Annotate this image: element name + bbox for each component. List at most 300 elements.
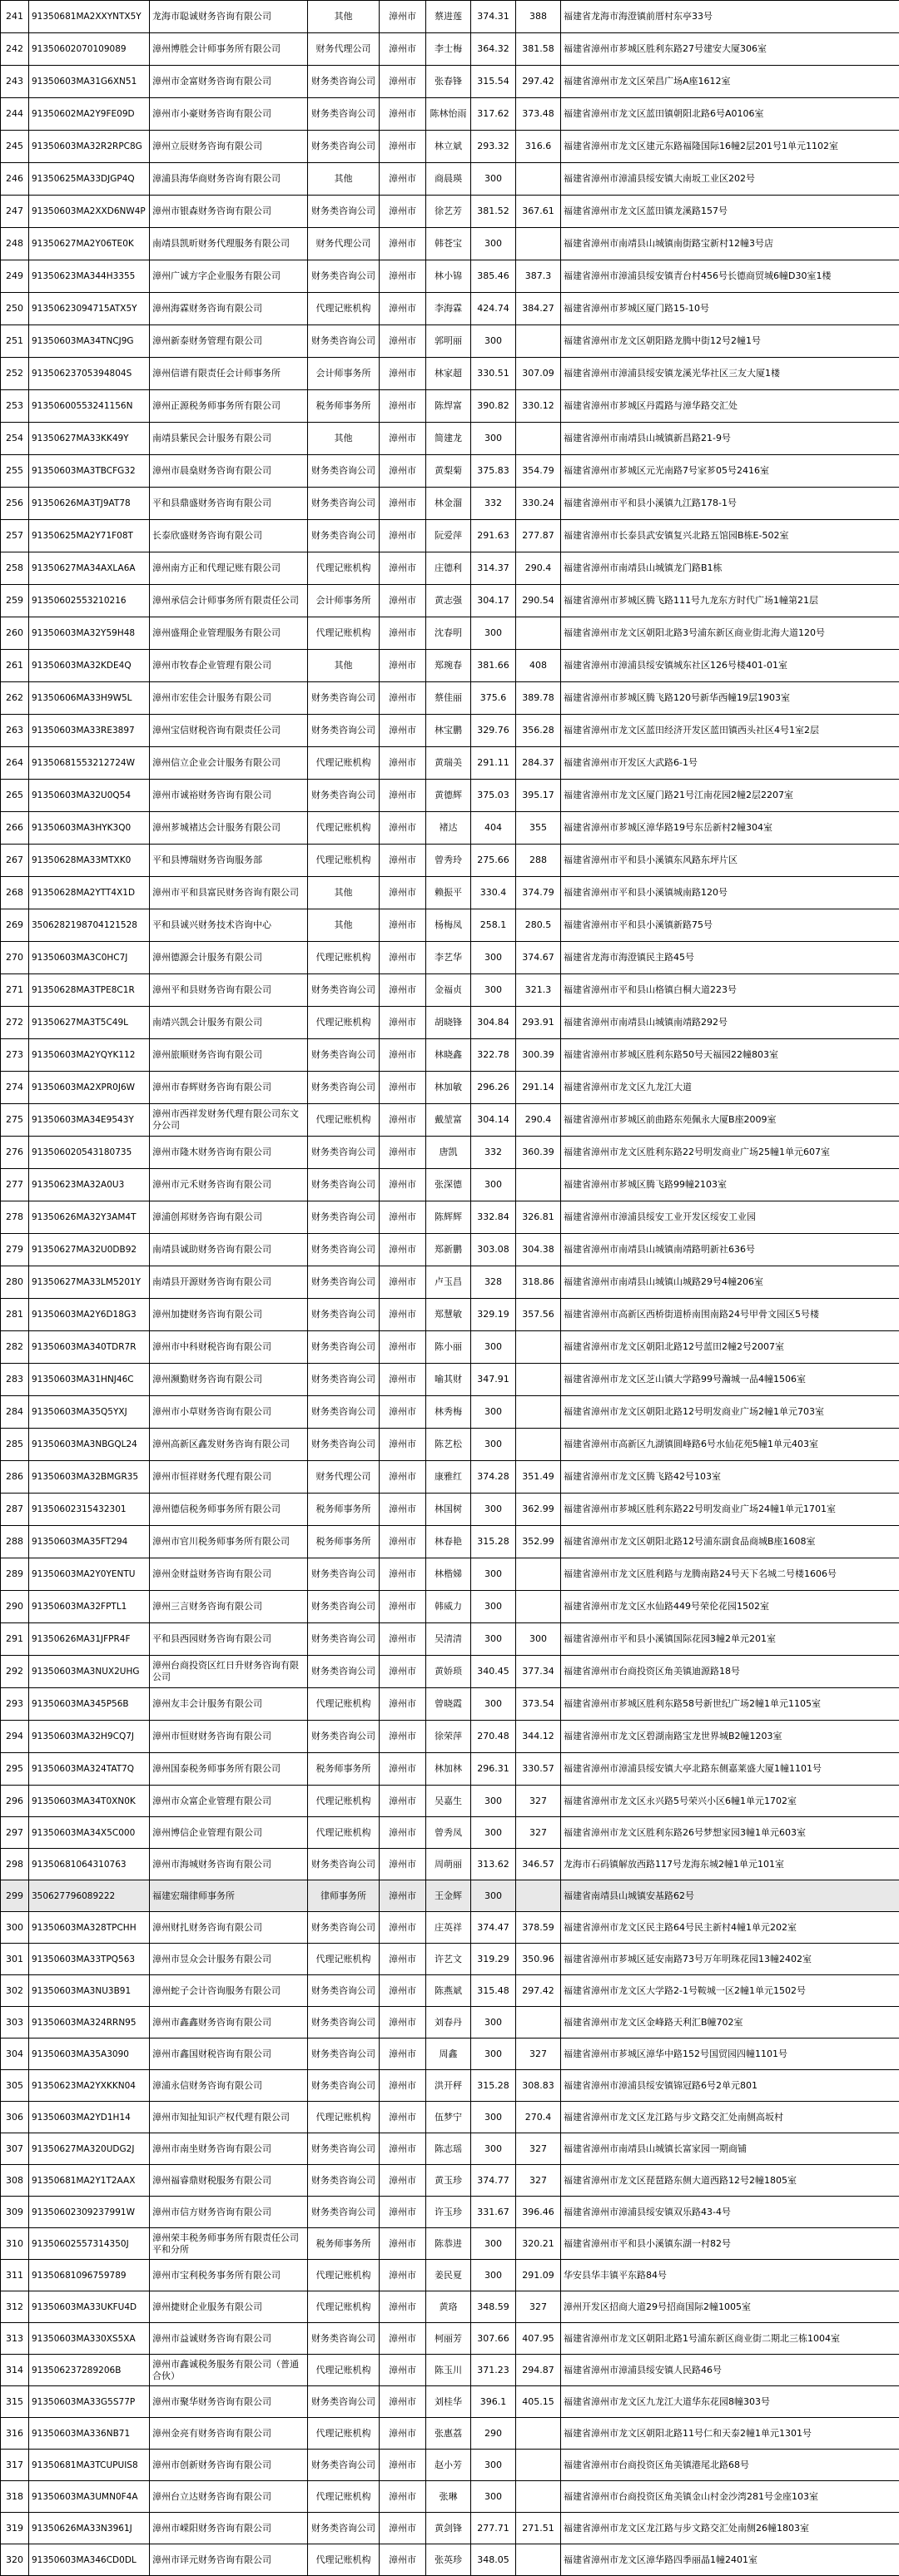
- row-number-cell: 309: [1, 2197, 29, 2228]
- address-cell: 福建省漳州市龙文区朝阳北路1号浦东新区商业街二期北三栋1004室: [561, 2323, 899, 2355]
- score-a-cell: 385.46: [471, 260, 516, 293]
- company-name-cell: 漳州信立企业会计服务有限公司: [150, 747, 308, 780]
- credit-code-cell: 91350602553210216: [29, 585, 150, 617]
- address-cell: 福建省漳州市芗城区前曲路东苑佩永大厦B座2009室: [561, 1104, 899, 1137]
- company-name-cell: 漳州福睿鼎财税服务有限公司: [150, 2165, 308, 2197]
- score-b-cell: 357.56: [516, 1299, 561, 1331]
- city-cell: 漳州市: [380, 2007, 426, 2039]
- credit-code-cell: 91350628MA2YTT4X1D: [29, 877, 150, 909]
- row-number-cell: 266: [1, 812, 29, 845]
- table-row: [1, 325, 899, 358]
- address-cell: 福建省漳州市长泰县武安镇复兴北路五馆园B栋E-502室: [561, 520, 899, 552]
- address-cell: 福建省漳州市龙文区蓝田经济开发区蓝田镇西头社区4号1室2层: [561, 715, 899, 747]
- company-name-cell: 漳州承信会计师事务所有限责任公司: [150, 585, 308, 617]
- company-name-cell: 漳州市海城财务咨询有限公司: [150, 1849, 308, 1880]
- table-row: [1, 747, 899, 780]
- credit-code-cell: 91350603MA324RRN95: [29, 2007, 150, 2039]
- contact-name-cell: 曾秀玲: [426, 845, 471, 877]
- company-name-cell: 南靖县凯昕财务代理服务有限公司: [150, 228, 308, 260]
- address-cell: 福建省漳州市芗城区胜利东路50号天福园22幢803室: [561, 1039, 899, 1072]
- row-number-cell: 305: [1, 2070, 29, 2102]
- org-type-cell: 代理记账机构: [308, 1007, 380, 1039]
- credit-code-cell: 91350603MA32R2RPC8G: [29, 131, 150, 163]
- city-cell: 漳州市: [380, 2323, 426, 2355]
- credit-code-cell: 91350603MA32U0Q54: [29, 780, 150, 812]
- city-cell: 漳州市: [380, 66, 426, 98]
- org-type-cell: 税务师事务所: [308, 1753, 380, 1786]
- address-cell: 福建省漳州市开发区大武路6-1号: [561, 747, 899, 780]
- table-row: [1, 1753, 899, 1786]
- contact-name-cell: 胡晓锋: [426, 1007, 471, 1039]
- table-row: [1, 2418, 899, 2450]
- company-name-cell: 漳州海霖财务咨询有限公司: [150, 293, 308, 325]
- credit-code-cell: 91350602315432301: [29, 1494, 150, 1526]
- score-b-cell: 270.4: [516, 2102, 561, 2133]
- company-name-cell: 漳州市鑫诚税务服务有限公司（普通合伙）: [150, 2355, 308, 2386]
- table-row: [1, 1201, 899, 1234]
- score-a-cell: 300: [471, 228, 516, 260]
- score-a-cell: 375.03: [471, 780, 516, 812]
- score-b-cell: 300.39: [516, 1039, 561, 1072]
- contact-name-cell: 林春艳: [426, 1526, 471, 1558]
- score-a-cell: 348.59: [471, 2291, 516, 2323]
- row-number-cell: 318: [1, 2481, 29, 2513]
- address-cell: 福建省漳州市芗城区腾飞路111号九龙东方时代广场1幢第21层: [561, 585, 899, 617]
- score-b-cell: 327: [516, 2165, 561, 2197]
- score-b-cell: 408: [516, 650, 561, 682]
- city-cell: 漳州市: [380, 715, 426, 747]
- score-b-cell: 374.79: [516, 877, 561, 909]
- address-cell: 福建省漳州市龙文区腾飞路42号103室: [561, 1461, 899, 1494]
- row-number-cell: 289: [1, 1558, 29, 1591]
- org-type-cell: 财务类咨询公司: [308, 974, 380, 1007]
- company-name-cell: 漳州三言财务咨询有限公司: [150, 1591, 308, 1623]
- city-cell: 漳州市: [380, 747, 426, 780]
- score-b-cell: 387.3: [516, 260, 561, 293]
- score-a-cell: 307.66: [471, 2323, 516, 2355]
- org-type-cell: 财务类咨询公司: [308, 1975, 380, 2007]
- score-a-cell: 330.51: [471, 358, 516, 390]
- credit-code-cell: 91350627MA3T5C49L: [29, 1007, 150, 1039]
- contact-name-cell: 陈艺松: [426, 1429, 471, 1461]
- credit-code-cell: 91350602070109089: [29, 33, 150, 66]
- contact-name-cell: 唐凯: [426, 1137, 471, 1169]
- company-name-cell: 漳州市诚裕财务咨询有限公司: [150, 780, 308, 812]
- credit-code-cell: 3506282198704121528: [29, 909, 150, 942]
- score-a-cell: 300: [471, 2007, 516, 2039]
- org-type-cell: 代理记账机构: [308, 2355, 380, 2386]
- contact-name-cell: 张惠荔: [426, 2418, 471, 2450]
- score-b-cell: 327: [516, 1817, 561, 1849]
- company-name-cell: 漳州财扎财务咨询有限公司: [150, 1912, 308, 1944]
- contact-name-cell: 李士梅: [426, 33, 471, 66]
- address-cell: 福建省漳州市平和县小溪镇城南路120号: [561, 877, 899, 909]
- address-cell: 龙海市石码镇解放西路117号龙海东城2幢1单元101室: [561, 1849, 899, 1880]
- city-cell: 漳州市: [380, 1007, 426, 1039]
- address-cell: 福建省漳州市龙文区金峰路天利汇B幢702室: [561, 2007, 899, 2039]
- company-name-cell: 漳州市恒财财务咨询有限公司: [150, 1721, 308, 1753]
- score-b-cell: [516, 2007, 561, 2039]
- contact-name-cell: 赖振平: [426, 877, 471, 909]
- row-number-cell: 249: [1, 260, 29, 293]
- table-row: [1, 2165, 899, 2197]
- score-b-cell: 396.46: [516, 2197, 561, 2228]
- company-name-cell: 漳州平和县财务咨询有限公司: [150, 974, 308, 1007]
- city-cell: 漳州市: [380, 1364, 426, 1396]
- score-a-cell: 300: [471, 1396, 516, 1429]
- address-cell: 福建省漳州市漳浦县绥安镇城东社区126号楼401-01室: [561, 650, 899, 682]
- org-type-cell: 财务类咨询公司: [308, 1849, 380, 1880]
- contact-name-cell: 刘桂华: [426, 2386, 471, 2418]
- company-name-cell: 漳州金亮有财务咨询有限公司: [150, 2418, 308, 2450]
- company-name-cell: 南靖兴凯会计服务有限公司: [150, 1007, 308, 1039]
- table-row: [1, 1880, 899, 1912]
- table-row: [1, 1, 899, 33]
- score-b-cell: 280.5: [516, 909, 561, 942]
- score-b-cell: 284.37: [516, 747, 561, 780]
- contact-name-cell: 郑慧敏: [426, 1299, 471, 1331]
- address-cell: 福建省漳州市平和县小溪镇东风路东坪片区: [561, 845, 899, 877]
- table-row: [1, 1331, 899, 1364]
- company-name-cell: 漳浦永信财务咨询有限公司: [150, 2070, 308, 2102]
- row-number-cell: 264: [1, 747, 29, 780]
- org-type-cell: 财务类咨询公司: [308, 1656, 380, 1688]
- company-name-cell: 漳州国泰税务师事务所有限公司: [150, 1753, 308, 1786]
- company-name-cell: 漳州市南坐财务咨询有限公司: [150, 2133, 308, 2165]
- score-b-cell: 288: [516, 845, 561, 877]
- city-cell: 漳州市: [380, 1975, 426, 2007]
- score-b-cell: 293.91: [516, 1007, 561, 1039]
- address-cell: 福建省漳州市平和县山格镇白桐大道223号: [561, 974, 899, 1007]
- score-b-cell: [516, 617, 561, 650]
- row-number-cell: 297: [1, 1817, 29, 1849]
- city-cell: 漳州市: [380, 2418, 426, 2450]
- company-name-cell: 漳州市西祥发财务代理有限公司东文分公司: [150, 1104, 308, 1137]
- score-b-cell: 373.48: [516, 98, 561, 131]
- contact-name-cell: 林加敏: [426, 1072, 471, 1104]
- contact-name-cell: 陈林怡雨: [426, 98, 471, 131]
- org-type-cell: 财务类咨询公司: [308, 780, 380, 812]
- table-row: [1, 2481, 899, 2513]
- address-cell: 福建省漳州市芗城区厦门路15-10号: [561, 293, 899, 325]
- address-cell: 福建省漳州市龙文区九龙江大道华东花园8幢303号: [561, 2386, 899, 2418]
- table-row: [1, 585, 899, 617]
- score-b-cell: [516, 1880, 561, 1912]
- address-cell: 福建省漳州市龙文区朝阳北路11号仁和天泰2幢1单元1301号: [561, 2418, 899, 2450]
- company-name-cell: 南靖县紫民会计服务有限公司: [150, 423, 308, 455]
- company-name-cell: 漳州市春辉财务咨询有限公司: [150, 1072, 308, 1104]
- org-type-cell: 财务类咨询公司: [308, 1558, 380, 1591]
- credit-code-cell: 91350627MA34AXLA6A: [29, 552, 150, 585]
- score-b-cell: 362.99: [516, 1494, 561, 1526]
- contact-name-cell: 张深德: [426, 1169, 471, 1201]
- credit-code-cell: 91350603MA324TAT7Q: [29, 1753, 150, 1786]
- row-number-cell: 247: [1, 196, 29, 228]
- company-name-cell: 漳州加捷财务咨询有限公司: [150, 1299, 308, 1331]
- company-name-cell: 漳州宝信财税咨询有限责任公司: [150, 715, 308, 747]
- credit-code-cell: 91350603MA2XPR0J6W: [29, 1072, 150, 1104]
- row-number-cell: 246: [1, 163, 29, 196]
- row-number-cell: 304: [1, 2039, 29, 2070]
- row-number-cell: 319: [1, 2513, 29, 2544]
- row-number-cell: 259: [1, 585, 29, 617]
- score-b-cell: [516, 423, 561, 455]
- credit-code-cell: 91350626MA32Y3AM4T: [29, 1201, 150, 1234]
- score-a-cell: 332: [471, 488, 516, 520]
- credit-code-cell: 91350603MA2YQYK112: [29, 1039, 150, 1072]
- address-cell: 福建省漳州市芗城区胜利东路58号新世纪广场2幢1单元1105室: [561, 1688, 899, 1721]
- score-b-cell: 320.21: [516, 2228, 561, 2260]
- city-cell: 漳州市: [380, 2070, 426, 2102]
- score-a-cell: 304.84: [471, 1007, 516, 1039]
- contact-name-cell: 黄梨菊: [426, 455, 471, 488]
- org-type-cell: 财务类咨询公司: [308, 715, 380, 747]
- score-b-cell: [516, 2450, 561, 2481]
- row-number-cell: 256: [1, 488, 29, 520]
- table-row: [1, 2355, 899, 2386]
- credit-code-cell: 91350627MA320UDG2J: [29, 2133, 150, 2165]
- org-type-cell: 其他: [308, 909, 380, 942]
- credit-code-cell: 91350603MA35FT294: [29, 1526, 150, 1558]
- row-number-cell: 283: [1, 1364, 29, 1396]
- city-cell: 漳州市: [380, 812, 426, 845]
- contact-name-cell: 陈小丽: [426, 1331, 471, 1364]
- org-type-cell: 财务类咨询公司: [308, 2007, 380, 2039]
- score-b-cell: 300: [516, 1623, 561, 1656]
- city-cell: 漳州市: [380, 1137, 426, 1169]
- score-a-cell: 300: [471, 2228, 516, 2260]
- credit-code-cell: 91350602309237991W: [29, 2197, 150, 2228]
- score-a-cell: 296.26: [471, 1072, 516, 1104]
- table-row: [1, 1494, 899, 1526]
- org-type-cell: 财务类咨询公司: [308, 2323, 380, 2355]
- company-name-cell: 漳州市创新财务咨询有限公司: [150, 2450, 308, 2481]
- score-a-cell: 381.66: [471, 650, 516, 682]
- contact-name-cell: 黄娇琐: [426, 1656, 471, 1688]
- company-name-cell: 漳州立辰财务咨询有限公司: [150, 131, 308, 163]
- credit-code-cell: 91350603MA3NUX2UHG: [29, 1656, 150, 1688]
- credit-code-cell: 913506020543180735: [29, 1137, 150, 1169]
- address-cell: 福建省漳州市龙文区蓝田镇朝阳北路6号A0106室: [561, 98, 899, 131]
- credit-code-cell: 91350603MA345P56B: [29, 1688, 150, 1721]
- contact-name-cell: 林立斌: [426, 131, 471, 163]
- row-number-cell: 320: [1, 2544, 29, 2576]
- address-cell: 福建省漳州市漳浦县绥安工业开发区绥安工业园: [561, 1201, 899, 1234]
- table-row: [1, 455, 899, 488]
- score-a-cell: 375.83: [471, 455, 516, 488]
- row-number-cell: 274: [1, 1072, 29, 1104]
- table-row: [1, 390, 899, 423]
- address-cell: 福建省漳州市台商投资区角美镇金山村金沙湾281号金座103室: [561, 2481, 899, 2513]
- table-row: [1, 1039, 899, 1072]
- address-cell: 福建省龙海市海澄镇前厝村东亭33号: [561, 1, 899, 33]
- score-b-cell: [516, 1331, 561, 1364]
- org-type-cell: 财务类咨询公司: [308, 1429, 380, 1461]
- credit-code-cell: 91350627MA2Y06TE0K: [29, 228, 150, 260]
- score-a-cell: 331.67: [471, 2197, 516, 2228]
- score-b-cell: 354.79: [516, 455, 561, 488]
- org-type-cell: 财务代理公司: [308, 228, 380, 260]
- address-cell: 福建省漳州市龙文区永兴路5号荣兴小区6幢1单元1702室: [561, 1786, 899, 1817]
- score-b-cell: 321.3: [516, 974, 561, 1007]
- score-b-cell: 316.6: [516, 131, 561, 163]
- credit-code-cell: 91350603MA34X5C000: [29, 1817, 150, 1849]
- contact-name-cell: 张英珍: [426, 2544, 471, 2576]
- score-b-cell: 327: [516, 2133, 561, 2165]
- score-b-cell: 327: [516, 2039, 561, 2070]
- city-cell: 漳州市: [380, 1234, 426, 1266]
- address-cell: 福建省漳州市龙文区胜利东路26号梦想家园3幢1单元603室: [561, 1817, 899, 1849]
- contact-name-cell: 戴堃富: [426, 1104, 471, 1137]
- contact-name-cell: 林楷娣: [426, 1558, 471, 1591]
- org-type-cell: 代理记账机构: [308, 845, 380, 877]
- table-row: [1, 2007, 899, 2039]
- credit-code-cell: 91350602MA2Y9FE09D: [29, 98, 150, 131]
- city-cell: 漳州市: [380, 1072, 426, 1104]
- contact-name-cell: 陈辉辉: [426, 1201, 471, 1234]
- credit-code-cell: 91350603MA340TDR7R: [29, 1331, 150, 1364]
- org-type-cell: 财务类咨询公司: [308, 1039, 380, 1072]
- row-number-cell: 301: [1, 1944, 29, 1975]
- score-a-cell: 330.4: [471, 877, 516, 909]
- row-number-cell: 290: [1, 1591, 29, 1623]
- company-name-cell: 漳州市牧春企业管理有限公司: [150, 650, 308, 682]
- score-a-cell: 300: [471, 2260, 516, 2291]
- row-number-cell: 291: [1, 1623, 29, 1656]
- city-cell: 漳州市: [380, 1558, 426, 1591]
- address-cell: 漳州开发区招商大道29号招商国际2幢1005室: [561, 2291, 899, 2323]
- city-cell: 漳州市: [380, 1429, 426, 1461]
- company-name-cell: 漳州市众富企业管理有限公司: [150, 1786, 308, 1817]
- score-b-cell: 290.4: [516, 552, 561, 585]
- contact-name-cell: 周萌丽: [426, 1849, 471, 1880]
- city-cell: 漳州市: [380, 455, 426, 488]
- company-name-cell: 漳州捷财企业服务有限公司: [150, 2291, 308, 2323]
- contact-name-cell: 沈春明: [426, 617, 471, 650]
- row-number-cell: 303: [1, 2007, 29, 2039]
- city-cell: 漳州市: [380, 1944, 426, 1975]
- score-a-cell: 300: [471, 617, 516, 650]
- credit-code-cell: 91350623MA2YXKKN04: [29, 2070, 150, 2102]
- company-name-cell: 漳州正源税务师事务所有限公司: [150, 390, 308, 423]
- org-type-cell: 代理记账机构: [308, 1944, 380, 1975]
- score-a-cell: 329.76: [471, 715, 516, 747]
- score-a-cell: 300: [471, 1591, 516, 1623]
- score-a-cell: 332.84: [471, 1201, 516, 1234]
- row-number-cell: 267: [1, 845, 29, 877]
- table-row: [1, 1975, 899, 2007]
- score-b-cell: 346.57: [516, 1849, 561, 1880]
- address-cell: 福建省漳州市龙文区九龙江大道: [561, 1072, 899, 1104]
- row-number-cell: 281: [1, 1299, 29, 1331]
- score-b-cell: 360.39: [516, 1137, 561, 1169]
- table-body: [1, 1, 899, 2576]
- city-cell: 漳州市: [380, 2228, 426, 2260]
- credit-code-cell: 91350603MA35Q5YXJ: [29, 1396, 150, 1429]
- org-type-cell: 其他: [308, 423, 380, 455]
- org-type-cell: 财务类咨询公司: [308, 1137, 380, 1169]
- table-row: [1, 260, 899, 293]
- score-b-cell: 330.24: [516, 488, 561, 520]
- contact-name-cell: 黄德辉: [426, 780, 471, 812]
- table-row: [1, 909, 899, 942]
- contact-name-cell: 张春锋: [426, 66, 471, 98]
- contact-name-cell: 郑琬春: [426, 650, 471, 682]
- score-a-cell: 304.17: [471, 585, 516, 617]
- score-a-cell: 296.31: [471, 1753, 516, 1786]
- table-row: [1, 2260, 899, 2291]
- score-a-cell: 374.77: [471, 2165, 516, 2197]
- score-a-cell: 332: [471, 1137, 516, 1169]
- contact-name-cell: 韩威力: [426, 1591, 471, 1623]
- company-name-cell: 漳州市昱众会计服务有限公司: [150, 1944, 308, 1975]
- score-b-cell: [516, 1396, 561, 1429]
- company-name-cell: 漳州博信企业管理有限公司: [150, 1817, 308, 1849]
- city-cell: 漳州市: [380, 2544, 426, 2576]
- score-a-cell: 300: [471, 2133, 516, 2165]
- org-type-cell: 财务类咨询公司: [308, 1721, 380, 1753]
- score-a-cell: 300: [471, 1688, 516, 1721]
- contact-name-cell: 商晨瑛: [426, 163, 471, 196]
- city-cell: 漳州市: [380, 1817, 426, 1849]
- org-type-cell: 税务师事务所: [308, 1526, 380, 1558]
- address-cell: 福建省漳州市龙文区大学路2-1号鞍城一区2幢1单元1502号: [561, 1975, 899, 2007]
- address-cell: 福建省漳州市南靖县山城镇山城路29号4幢206室: [561, 1266, 899, 1299]
- score-a-cell: 300: [471, 423, 516, 455]
- contact-name-cell: 康雅红: [426, 1461, 471, 1494]
- org-type-cell: 财务代理公司: [308, 1461, 380, 1494]
- credit-code-cell: 91350603MA3UMN0F4A: [29, 2481, 150, 2513]
- address-cell: 福建省漳州市龙文区水仙路449号荣伦花园1502室: [561, 1591, 899, 1623]
- city-cell: 漳州市: [380, 2386, 426, 2418]
- company-name-cell: 漳州南方正和代理记账有限公司: [150, 552, 308, 585]
- score-a-cell: 300: [471, 1494, 516, 1526]
- org-type-cell: 财务类咨询公司: [308, 2197, 380, 2228]
- score-b-cell: 327: [516, 2291, 561, 2323]
- credit-code-cell: 91350602557314350J: [29, 2228, 150, 2260]
- row-number-cell: 258: [1, 552, 29, 585]
- city-cell: 漳州市: [380, 650, 426, 682]
- table-row: [1, 1786, 899, 1817]
- table-row: [1, 2386, 899, 2418]
- score-a-cell: 375.6: [471, 682, 516, 715]
- address-cell: 福建省漳州市龙文区朝阳路龙腾中街12号2幢1号: [561, 325, 899, 358]
- city-cell: 漳州市: [380, 2133, 426, 2165]
- contact-name-cell: 黄玉珍: [426, 2165, 471, 2197]
- city-cell: 漳州市: [380, 1912, 426, 1944]
- row-number-cell: 270: [1, 942, 29, 974]
- row-number-cell: 307: [1, 2133, 29, 2165]
- address-cell: 福建省漳州市芗城区漳华中路152号国贸园四幢1101号: [561, 2039, 899, 2070]
- city-cell: 漳州市: [380, 1039, 426, 1072]
- org-type-cell: 财务类咨询公司: [308, 2165, 380, 2197]
- org-type-cell: 财务类咨询公司: [308, 1266, 380, 1299]
- company-name-cell: 漳州新泰财务管理有限公司: [150, 325, 308, 358]
- address-cell: 福建省漳州市漳浦县绥安镇青台村456号长德商贸城6幢D30室1楼: [561, 260, 899, 293]
- address-cell: 福建省漳州市龙文区朝阳北路3号浦东新区商业街北海大道120号: [561, 617, 899, 650]
- address-cell: 福建省漳州市龙文区民主路64号民主新村4幢1单元202室: [561, 1912, 899, 1944]
- table-row: [1, 1396, 899, 1429]
- contact-name-cell: 林国树: [426, 1494, 471, 1526]
- table-row: [1, 131, 899, 163]
- credit-code-cell: 91350623MA344H3355: [29, 260, 150, 293]
- score-a-cell: 317.62: [471, 98, 516, 131]
- address-cell: 福建省漳州市龙文区漳华路四季丽晶1幢2401室: [561, 2544, 899, 2576]
- city-cell: 漳州市: [380, 1396, 426, 1429]
- row-number-cell: 316: [1, 2418, 29, 2450]
- table-row: [1, 2102, 899, 2133]
- score-a-cell: 364.32: [471, 33, 516, 66]
